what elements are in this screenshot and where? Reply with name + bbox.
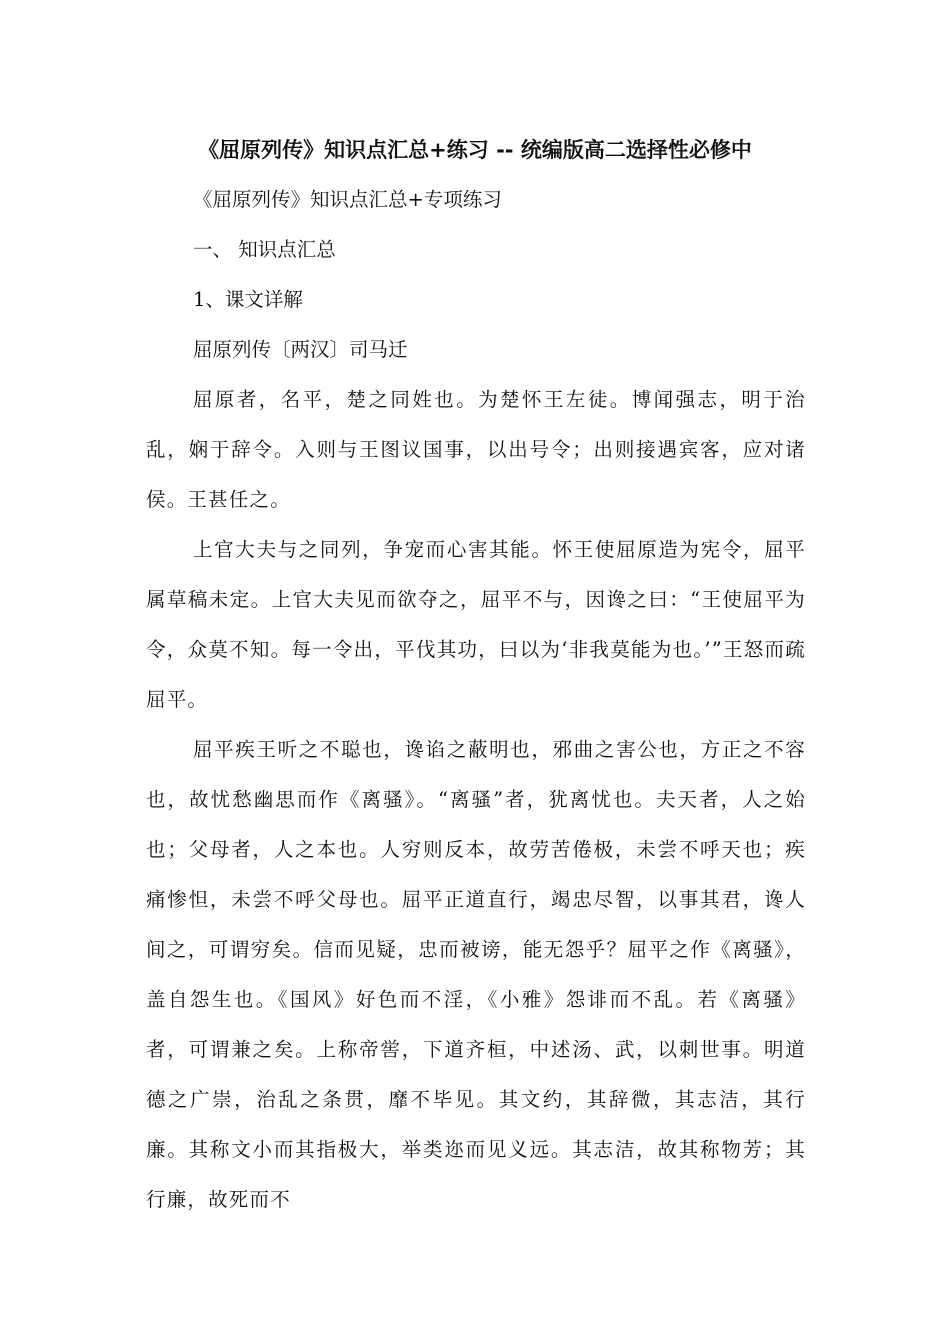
subsection-heading: 1、课文详解 (193, 288, 303, 311)
paragraph-3: 屈平疾王听之不聪也，谗谄之蔽明也，邪曲之害公也，方正之不容也，故忧愁幽思而作《离骚》。“离骚”者，犹离忧也。夫天者，人之始也；父母者，人之本也。人穷则反本，故劳苦倦极，未尝不呼天也；疾痛惨怛，未尝不呼父母也。屈平正道直行，竭忠尽智，以事其君，谗人间之，可谓穷矣。信而见疑，忠而被谤，能无怨乎？屈平之作《离骚》，盖自怨生也。《国风》好色而不淫，《小雅》怨诽而不乱。若《离骚》者，可谓兼之矣。上称帝喾，下道齐桓，中述汤、武，以刺世事。明道德之广崇，治乱之条贯，靡不毕见。其文约，其辞微，其志洁，其行廉。其称文小而其指极大，举类迩而见义远。其志洁，故其称物芳；其行廉，故死而不 (146, 738, 806, 1211)
document-title: 《屈原列传》知识点汇总+练习 -- 统编版高二选择性必修中 (198, 138, 752, 162)
paragraph-2: 上官大夫与之同列，争宠而心害其能。怀王使屈原造为宪令，屈平属草稿未定。上官大夫见而欲夺之，屈平不与，因谗之曰：“王使屈平为令，众莫不知。每一令出，平伐其功，曰以为‘非我莫能为也。’”王怒而疏屈平。 (146, 538, 806, 711)
text-heading: 屈原列传〔两汉〕司马迁 (193, 338, 408, 361)
paragraph-1: 屈原者，名平，楚之同姓也。为楚怀王左徒。博闻强志，明于治乱，娴于辞令。入则与王图议国事，以出号令；出则接遇宾客，应对诸侯。王甚任之。 (146, 388, 806, 511)
section-heading: 一、 知识点汇总 (193, 238, 336, 261)
document-subtitle: 《屈原列传》知识点汇总+专项练习 (193, 188, 502, 211)
